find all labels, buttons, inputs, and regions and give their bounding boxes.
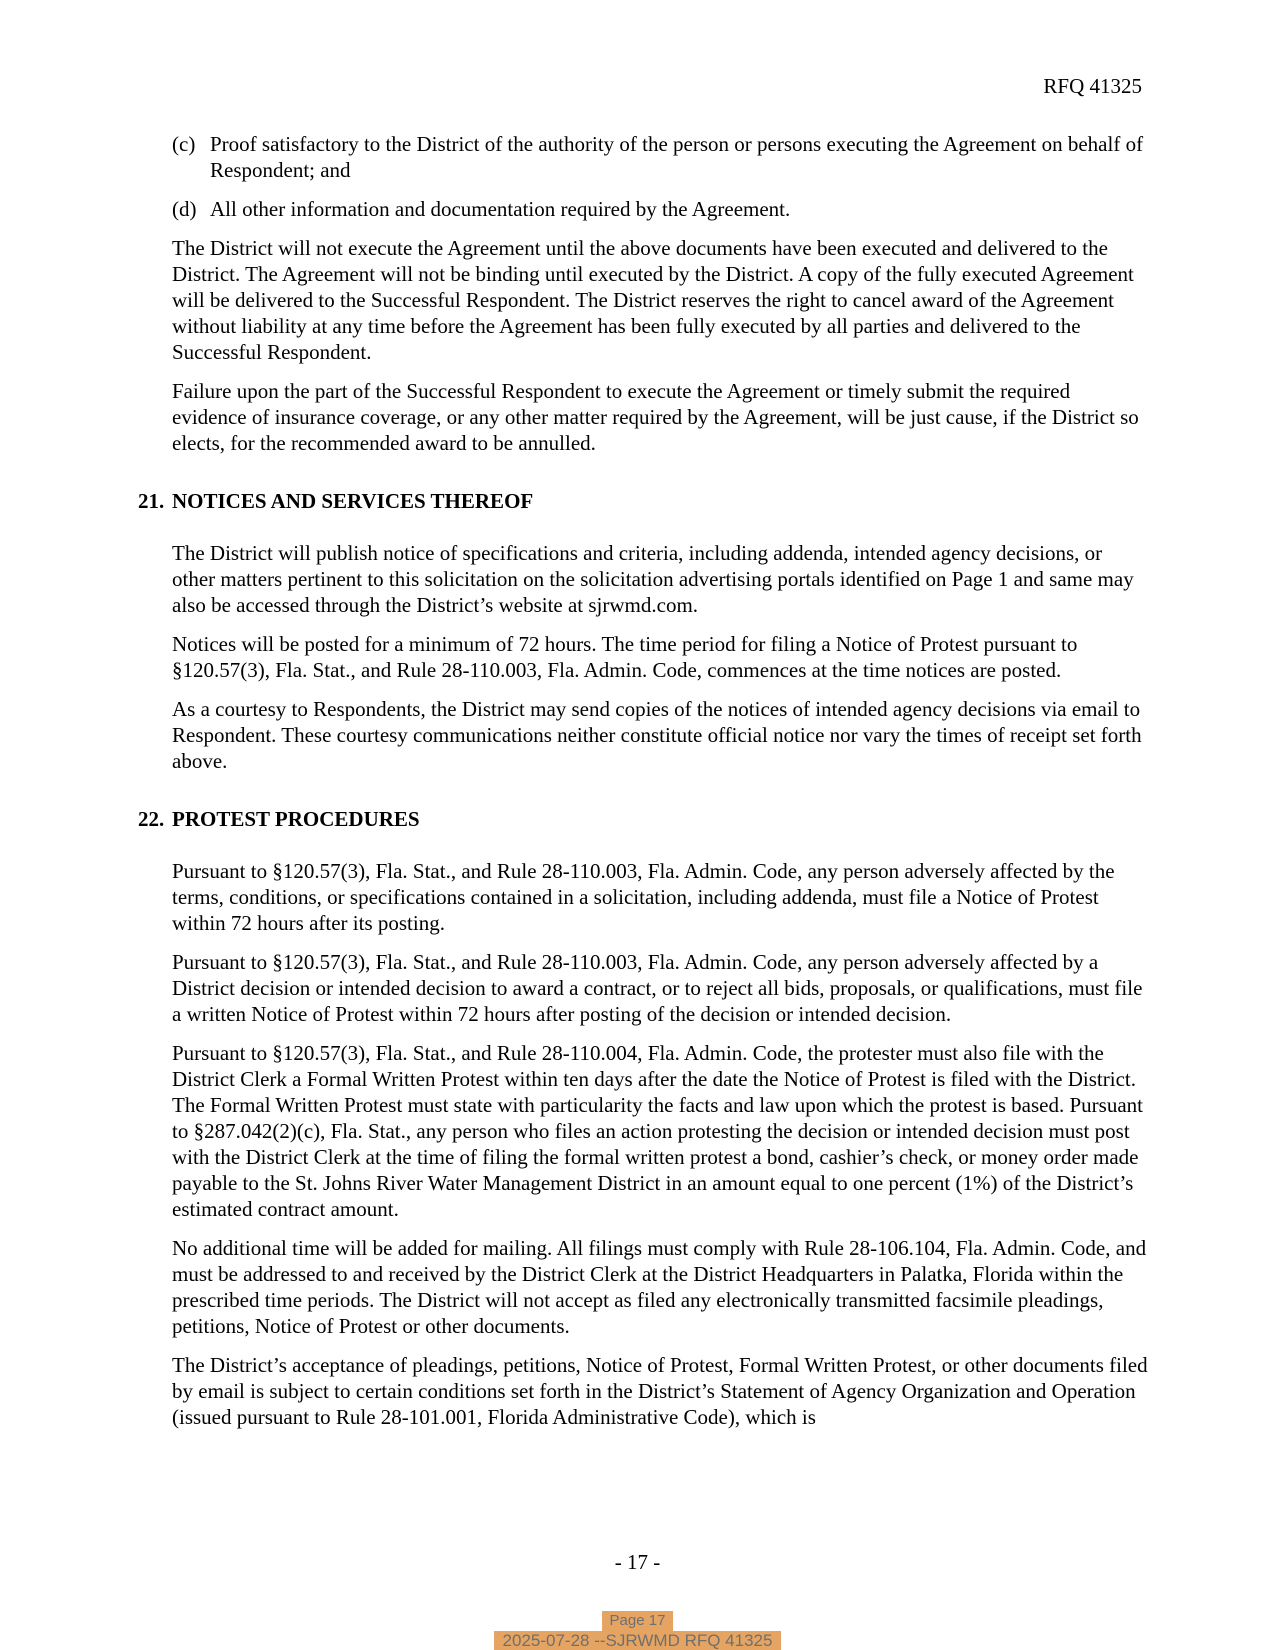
body-paragraph: Pursuant to §120.57(3), Fla. Stat., and Rule 28-110.004, Fla. Admin. Code, the protester must also file with the District Clerk a Formal Written Protest within ten days after the date the Notice of Protest is filed with the District. The Formal Written Protest must state with particularity the facts and law upon which the protest is based. Pursuant to §287.042(2)(c), Fla. Stat., any person who files an action protesting the decision or intended decision must post with the District Clerk at the time of filing the formal written protest a bond, cashier’s check, or money order made payable to the St. Johns River Water Management District in an amount equal to one percent (1%) of the District’s estimated contract amount.: [172, 1041, 1143, 1221]
body-paragraph: Pursuant to §120.57(3), Fla. Stat., and Rule 28-110.003, Fla. Admin. Code, any person adversely affected by the terms, conditions, or specifications contained in a solicitation, including addenda, must file a Notice of Protest within 72 hours after its posting.: [172, 859, 1115, 935]
body-paragraph: As a courtesy to Respondents, the District may send copies of the notices of intended agency decisions via email to Respondent. These courtesy communications neither constitute official notice nor vary the times of receipt set forth above.: [172, 697, 1142, 773]
body-paragraph: Pursuant to §120.57(3), Fla. Stat., and Rule 28-110.003, Fla. Admin. Code, any person adversely affected by a District decision or intended decision to award a contract, or to reject all bids, proposals, or qualifications, must file a written Notice of Protest within 72 hours after posting of the decision or intended decision.: [172, 950, 1143, 1026]
date-stamp-annotation: 2025-07-28 --SJRWMD RFQ 41325: [494, 1631, 782, 1650]
section-heading-22: [138, 806, 1148, 832]
body-paragraph: Notices will be posted for a minimum of 72 hours. The time period for filing a Notice of Protest pursuant to §120.57(3), Fla. Stat., and Rule 28-110.003, Fla. Admin. Code, commences at the time notices are posted.: [172, 632, 1078, 682]
section-title: NOTICES AND SERVICES THEREOF: [172, 489, 534, 513]
body-paragraph: The District’s acceptance of pleadings, petitions, Notice of Protest, Formal Written Protest, or other documents filed by email is subject to certain conditions set forth in the District’s Statement of Agency Organization and Operation (issued pursuant to Rule 28-101.001, Florida Administrative Code), which is: [172, 1353, 1148, 1429]
section-number: 22.: [138, 807, 165, 831]
body-paragraph: The District will publish notice of specifications and criteria, including addenda, intended agency decisions, or other matters pertinent to this solicitation on the solicitation advertising portals identified on Page 1 and same may also be accessed through the District’s website at sjrwmd.com.: [172, 541, 1134, 617]
body-paragraph: No additional time will be added for mailing. All filings must comply with Rule 28-106.104, Fla. Admin. Code, and must be addressed to and received by the District Clerk at the District Headquarters in Palatka, Florida within the prescribed time periods. The District will not accept as filed any electronically transmitted facsimile pleadings, petitions, Notice of Protest or other documents.: [172, 1236, 1147, 1338]
section-title: PROTEST PROCEDURES: [172, 807, 420, 831]
page-content: [138, 131, 1148, 1443]
list-item-text: Proof satisfactory to the District of the authority of the person or persons executing the Agreement on behalf of Respondent; and: [210, 132, 1144, 182]
list-item-text: All other information and documentation required by the Agreement.: [210, 197, 791, 221]
page-number: - 17 -: [614, 1550, 661, 1574]
section-number: 21.: [138, 489, 165, 513]
body-paragraph: Failure upon the part of the Successful Respondent to execute the Agreement or timely submit the required evidence of insurance coverage, or any other matter required by the Agreement, will be just cause, if the District so elects, for the recommended award to be annulled.: [172, 379, 1139, 455]
header-doc-ref: RFQ 41325: [1043, 74, 1142, 98]
list-item-label: (c): [172, 132, 196, 156]
list-item-c: [172, 131, 1148, 183]
list-item-d: [172, 196, 1148, 222]
list-item-label: (d): [172, 197, 197, 221]
body-paragraph: The District will not execute the Agreement until the above documents have been executed and delivered to the District. The Agreement will not be binding until executed by the District. A copy of the fully executed Agreement will be delivered to the Successful Respondent. The District reserves the right to cancel award of the Agreement without liability at any time before the Agreement has been fully executed by all parties and delivered to the Successful Respondent.: [172, 236, 1134, 364]
page-stamp-annotation: Page 17: [602, 1611, 674, 1631]
section-heading-21: [138, 488, 1148, 514]
